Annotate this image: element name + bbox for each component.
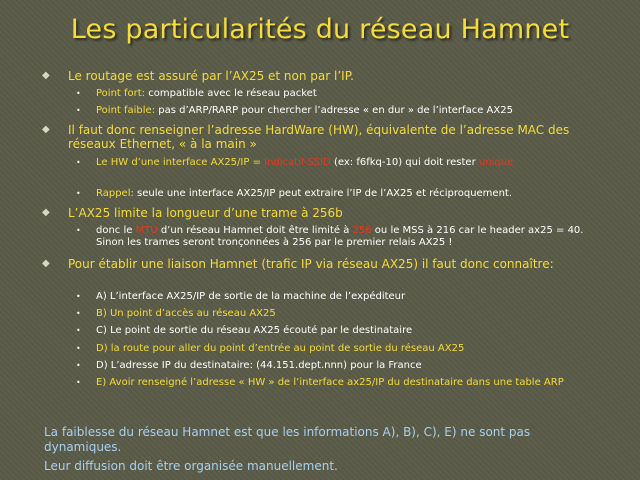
footer-line-2 [44,459,604,474]
sub-bullet-4-6 [76,377,596,389]
dot-bullet-icon: • [76,106,81,115]
dot-bullet-icon: • [76,378,81,387]
dot-bullet-icon: • [76,344,81,353]
footer-text-1: La faiblesse du réseau Hamnet est que les informations A), B), C), E) ne sont pas dynamiques. [44,425,531,454]
sub-bullet-4-2 [76,308,596,320]
dot-bullet-icon: • [76,89,81,98]
sub-bullet-2-1 [76,157,596,169]
dot-bullet-icon: • [76,189,81,198]
sub-text: ou le MSS à 216 car le header ax25 = 40. Sinon les trames seront tronçonnées à 256 par le premier relais AX25 ! [96,225,584,248]
footer-text-2: Leur diffusion doit être organisée manuellement. [44,459,338,473]
bullet-2-text: Il faut donc renseigner l’adresse HardWare (HW), équivalente de l’adresse MAC des réseaux Ethernet, « à la main » [68,123,570,151]
dot-bullet-icon: • [76,326,81,335]
bullet-3 [42,206,598,220]
sub-red: unique [478,157,514,168]
dot-bullet-icon: • [76,361,81,370]
footer-line-1 [44,425,604,455]
bullet-1 [42,69,598,83]
sub-red: Indicatif-SSID [264,157,331,168]
diamond-bullet-icon: ◆ [42,124,50,135]
sub-red: 256 [352,225,372,236]
sub-bullet-4-1 [76,291,596,303]
sub-text: d’un réseau Hamnet doit être limité à [157,225,353,236]
sub-label: Rappel: [96,188,134,199]
sub-text: D) L’adresse IP du destinataire: (44.151.dept.nnn) pour la France [96,360,422,371]
sub-bullet-1-2 [76,105,596,117]
sub-text: compatible avec le réseau packet [145,88,317,99]
sub-text: donc le [96,225,136,236]
dot-bullet-icon: • [76,309,81,318]
bullet-4-text: Pour établir une liaison Hamnet (trafic IP via réseau AX25) il faut donc connaître: [68,257,554,271]
sub-text: (ex: f6fkq-10) qui doit rester [330,157,479,168]
dot-bullet-icon: • [76,292,81,301]
sub-text: A) L’interface AX25/IP de sortie de la machine de l’expéditeur [96,291,406,302]
sub-text: E) Avoir renseigné l’adresse « HW » de l’interface ax25/IP du destinataire dans une table ARP [96,377,564,388]
sub-text: Le HW d’une interface AX25/IP = [96,157,265,168]
sub-bullet-4-3 [76,325,596,337]
bullet-4 [42,257,598,271]
sub-text: seule une interface AX25/IP peut extraire l’IP de l’AX25 et réciproquement. [133,188,513,199]
bullet-2 [42,123,598,151]
sub-text: pas d’ARP/RARP pour chercher l’adresse « en dur » de l’interface AX25 [155,105,513,116]
diamond-bullet-icon: ◆ [42,70,50,81]
sub-text: D) la route pour aller du point d’entrée au point de sortie du réseau AX25 [96,343,465,354]
sub-label: Point fort: [96,88,146,99]
sub-bullet-3-1 [76,225,596,249]
bullet-1-text: Le routage est assuré par l’AX25 et non par l’IP. [68,69,354,83]
diamond-bullet-icon: ◆ [42,207,50,218]
diamond-bullet-icon: ◆ [42,258,50,269]
sub-bullet-4-4 [76,343,596,355]
dot-bullet-icon: • [76,226,81,235]
sub-red: MTU [135,225,158,236]
sub-text: B) Un point d’accès au réseau AX25 [96,308,276,319]
sub-bullet-2-2 [76,188,596,200]
bullet-3-text: L’AX25 limite la longueur d’une trame à 256b [68,206,343,220]
sub-bullet-1-1 [76,88,596,100]
sub-label: Point faible: [96,105,156,116]
slide-title: Les particularités du réseau Hamnet [70,14,570,45]
sub-bullet-4-5 [76,360,596,372]
dot-bullet-icon: • [76,158,81,167]
sub-text: C) Le point de sortie du réseau AX25 écouté par le destinataire [96,325,413,336]
